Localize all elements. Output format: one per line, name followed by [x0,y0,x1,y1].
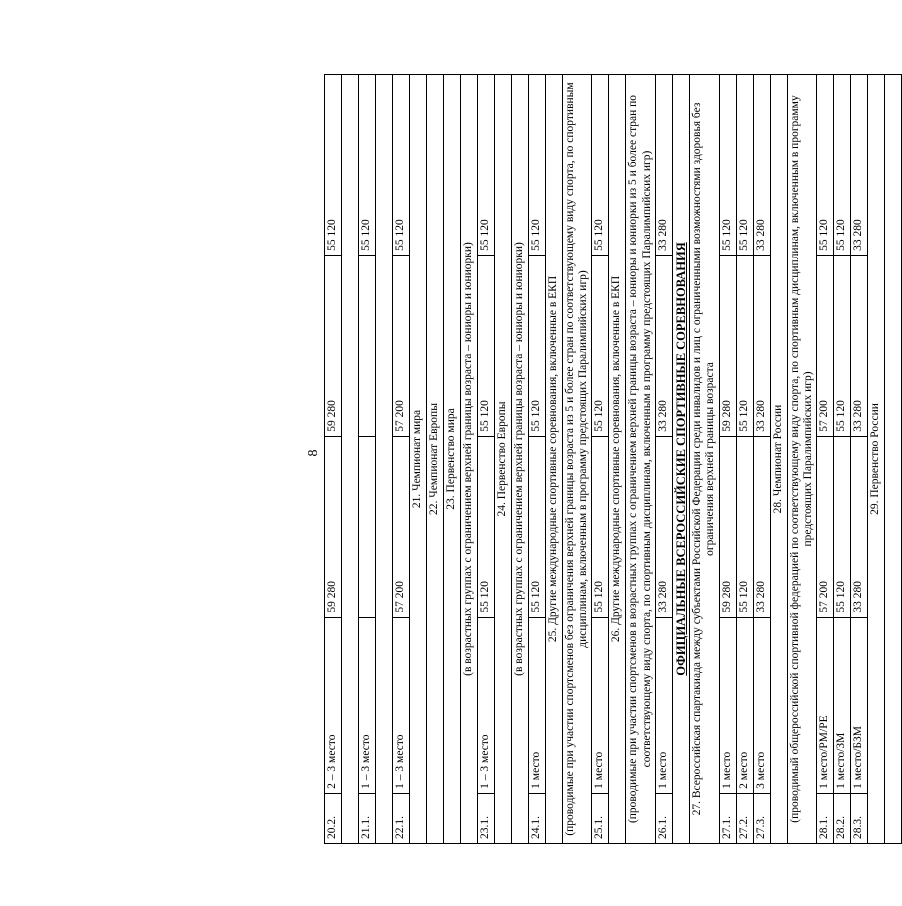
section-heading-row [461,75,478,844]
section-heading-row [410,75,427,844]
row-number: 26.1. [655,793,672,843]
blank-cell [885,75,902,844]
section-heading-row [563,75,592,844]
table-row [719,75,736,844]
row-value-3: 55 120 [817,75,834,256]
section-heading: 26. Другие международные спортивные соревнования, включенные в ЕКП [609,75,626,844]
row-place: 1 место/БЗМ [851,617,868,793]
row-value-2: 57 200 [817,255,834,436]
row-value-1: 55 120 [529,436,546,617]
row-number: 27.2. [736,793,753,843]
row-value-3: 55 120 [393,75,410,256]
section-heading-row [609,75,626,844]
table-row [529,75,546,844]
row-value-2: 55 120 [592,255,609,436]
row-value-3: 33 280 [655,75,672,256]
row-value-3: 55 120 [834,75,851,256]
blank-cell [376,75,393,844]
table-row [817,75,834,844]
row-number: 20.2. [325,793,342,843]
section-heading-row [626,75,655,844]
row-place: 2 – 3 место [325,617,342,793]
row-value-2: 33 280 [655,255,672,436]
section-heading: 28. Чемпионат России [770,75,787,844]
row-value-1: 55 120 [592,436,609,617]
table-row [834,75,851,844]
row-value-3: 55 120 [592,75,609,256]
section-heading: 24. Первенство Европы [495,75,512,844]
section-heading: 29. Первенство России [868,75,885,844]
section-heading-row [444,75,461,844]
page-number: 8 [306,449,321,457]
blank-row [885,75,902,844]
row-value-1: 33 280 [753,436,770,617]
row-value-2: 59 280 [719,255,736,436]
table-row [655,75,672,844]
section-heading-row [690,75,719,844]
row-number: 22.1. [393,793,410,843]
row-number: 23.1. [478,793,495,843]
row-number: 27.3. [753,793,770,843]
row-place: 2 место [736,617,753,793]
row-number: 27.1. [719,793,736,843]
row-number: 28.1. [817,793,834,843]
row-value-3: 55 120 [736,75,753,256]
row-place: 1 место [655,617,672,793]
row-value-1: 55 120 [478,436,495,617]
section-heading-row [546,75,563,844]
section-heading: 22. Чемпионат Европы [427,75,444,844]
row-value-3: 55 120 [529,75,546,256]
prize-table [324,74,902,844]
row-value-1 [359,436,376,617]
row-value-1: 59 280 [325,436,342,617]
row-value-2: 55 120 [736,255,753,436]
row-value-1: 57 200 [393,436,410,617]
row-number: 21.1. [359,793,376,843]
section-heading-row [427,75,444,844]
row-value-2: 57 200 [393,255,410,436]
row-value-2: 55 120 [478,255,495,436]
section-heading: (в возрастных группах с ограничением верхней границы возраста – юниоры и юниорки) [461,75,478,844]
row-value-3: 33 280 [753,75,770,256]
row-value-3: 33 280 [851,75,868,256]
row-place: 1 – 3 место [478,617,495,793]
table-row [359,75,376,844]
row-place: 1 – 3 место [359,617,376,793]
category-heading: ОФИЦИАЛЬНЫЕ ВСЕРОССИЙСКИЕ СПОРТИВНЫЕ СОРЕВНОВАНИЯ [672,75,689,844]
row-place: 1 место [719,617,736,793]
section-heading: (проводимые при участии спортсменов без ограничения верхней границы возраста из 5 и более стран по соответствующему виду спорта, по спортивным дисциплинам, включенным в программу предстоящих Паралимпийских игр) [563,75,592,844]
category-heading-row [672,75,689,844]
blank-row [342,75,359,844]
table-row [478,75,495,844]
section-heading: (проводимый общероссийской спортивной федерацией по соответствующему виду спорта, по спортивным дисциплинам, включенным в программу предстоящих Паралимпийских игр) [787,75,816,844]
row-place: 1 место [592,617,609,793]
table-row [592,75,609,844]
section-heading-row [495,75,512,844]
row-place: 1 место/РМ/РЕ [817,617,834,793]
row-value-3: 55 120 [359,75,376,256]
table-row [736,75,753,844]
row-value-2: 59 280 [325,255,342,436]
table-row [393,75,410,844]
row-place: 3 место [753,617,770,793]
section-heading-row [512,75,529,844]
section-heading: 23. Первенство мира [444,75,461,844]
row-value-2 [359,255,376,436]
row-value-2: 55 120 [834,255,851,436]
section-heading: (проводимые при участии спортсменов в возрастных группах с ограничением верхней границы возраста – юниоры и юниорки из 5 и более стран по соответствующему виду спорта, по спортивным дисциплинам, включенным в программу предстоящих Паралимпийских игр) [626,75,655,844]
row-number: 24.1. [529,793,546,843]
row-place: 1 – 3 место [393,617,410,793]
row-value-1: 57 200 [817,436,834,617]
section-heading: 21. Чемпионат мира [410,75,427,844]
row-value-2: 33 280 [851,255,868,436]
row-value-2: 55 120 [529,255,546,436]
section-heading-row [770,75,787,844]
blank-row [376,75,393,844]
table-row [325,75,342,844]
section-heading-row [868,75,885,844]
row-value-3: 55 120 [325,75,342,256]
section-heading: 25. Другие международные спортивные соревнования, включенные в ЕКП [546,75,563,844]
row-number: 28.3. [851,793,868,843]
row-value-2: 33 280 [753,255,770,436]
table-row [851,75,868,844]
row-value-3: 55 120 [478,75,495,256]
row-number: 25.1. [592,793,609,843]
row-value-1: 55 120 [736,436,753,617]
row-value-1: 59 280 [719,436,736,617]
section-heading-row [787,75,816,844]
row-number: 28.2. [834,793,851,843]
row-place: 1 место [529,617,546,793]
row-value-1: 33 280 [655,436,672,617]
section-heading: 27. Всероссийская спартакиада между субъектами Российской Федерации среди инвалидов и лиц с ограниченными возможностями здоровья без ограничения верхней границы возраста [690,75,719,844]
row-value-1: 33 280 [851,436,868,617]
section-heading: (в возрастных группах с ограничением верхней границы возраста – юниоры и юниорки) [512,75,529,844]
row-value-3: 55 120 [719,75,736,256]
blank-cell [342,75,359,844]
table-row [753,75,770,844]
row-place: 1 место/ЗМ [834,617,851,793]
row-value-1: 55 120 [834,436,851,617]
